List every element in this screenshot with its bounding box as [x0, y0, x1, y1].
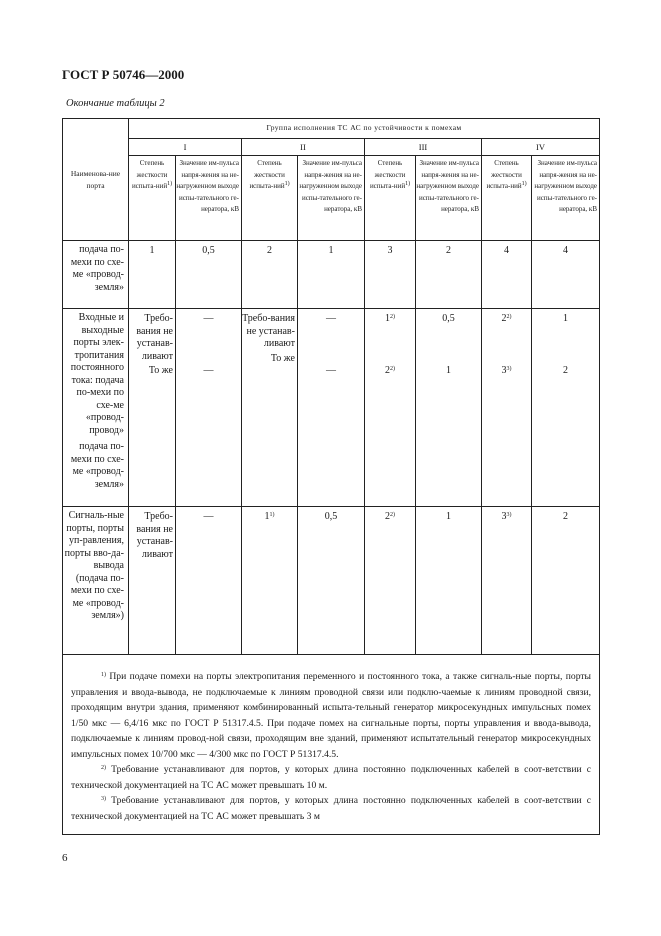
value-cell: 3 [365, 241, 416, 309]
footnote: $^{2)}$ Требование устанавливают для портов, у которых длина постоянно подключенных кабелей в соот-ветствии с технической документацией на ТС АС может превышать 10 м. [71, 764, 591, 791]
degree-header: Степень жесткости испыта-ний$^{1)}$ [129, 156, 176, 241]
table-row [63, 507, 600, 655]
value-cell: 1 2 [532, 309, 600, 507]
value-cell: 1 [298, 241, 365, 309]
value-cell: 2 [532, 507, 600, 655]
value-cell: 2$^{2)}$ 3$^{3)}$ [482, 309, 532, 507]
port-name: подача по-мехи по схе-ме «провод-земля» [63, 241, 129, 309]
degree-header: Степень жесткости испыта-ний$^{1)}$ [482, 156, 532, 241]
value-cell: 2 [242, 241, 298, 309]
group-label: II [242, 139, 365, 156]
voltage-header: Значение им-пульса напря-жения на не-нагруженном выходе испы-тательного ге-нератора, кВ [416, 156, 482, 241]
value-cell: 0,5 [176, 241, 242, 309]
group-label: III [365, 139, 482, 156]
value-cell: 2$^{2)}$ [365, 507, 416, 655]
voltage-header: Значение им-пульса напря-жения на не-нагруженном выходе испы-тательного ге-нератора, кВ [298, 156, 365, 241]
value-cell: — — [176, 309, 242, 507]
value-cell: Требо-вания не устанав-ливают То же [242, 309, 298, 507]
value-cell: Требо-вания не устанав-ливают [129, 507, 176, 655]
footnote: $^{1)}$ При подаче помехи на порты электропитания переменного и постоянного тока, а также сигналь-ные порты, порты управления и ввода-вывода, не подключаемые к линиям проводной связи или подклю-чаемые к линиям проводной связи, проходящим внутри здания, применяют комбинированный испыта-тельный генератор микросекундных импульсных помех 1/50 мкс — 6,4/16 мкс по ГОСТ Р 51317.4.5. При подаче помех на сигнальные порты, порты управления и ввода-вывода, подключаемые к линиям провод-ной связи, проходящим вне зданий, применяют испытательный генератор микросекундных импульсных помех 10/700 мкс — 4/300 мкс по ГОСТ Р 51317.4.5. [71, 671, 592, 760]
footnote: $^{3)}$ Требование устанавливают для портов, у которых длина постоянно подключенных кабелей в соот-ветствии с технической документацией на ТС АС может превышать 3 м [71, 795, 591, 822]
value-cell: 1 [416, 507, 482, 655]
footnotes-row [63, 655, 600, 835]
port-name: Сигналь-ные порты, порты уп-равления, порты вво-да-вывода (подача по-мехи по схе-ме «провод-земля») [63, 507, 129, 655]
port-name: Входные и выходные порты элек-тропитания постоянного тока: подача по-мехи по схе-ме «провод-провод» подача по-мехи по схе-ме «провод-земля» [63, 309, 129, 507]
value-cell: 1$^{1)}$ [242, 507, 298, 655]
value-cell: 2 [416, 241, 482, 309]
value-cell: 1$^{2)}$ 2$^{2)}$ [365, 309, 416, 507]
page-number: 6 [62, 852, 68, 864]
group-header: Группа исполнения ТС АС по устойчивости к помехам [129, 119, 600, 139]
value-cell: 4 [482, 241, 532, 309]
value-cell: 3$^{3)}$ [482, 507, 532, 655]
group-label: I [129, 139, 242, 156]
value-cell: 1 [129, 241, 176, 309]
voltage-header: Значение им-пульса напря-жения на не-нагруженном выходе испы-тательного ге-нератора, кВ [532, 156, 600, 241]
immunity-table [62, 118, 600, 835]
degree-header: Степень жесткости испыта-ний$^{1)}$ [365, 156, 416, 241]
value-cell: 0,5 1 [416, 309, 482, 507]
value-cell: — [176, 507, 242, 655]
value-cell: 4 [532, 241, 600, 309]
degree-header: Степень жесткости испыта-ний$^{1)}$ [242, 156, 298, 241]
table-caption: Окончание таблицы 2 [66, 98, 165, 109]
table-row [63, 241, 600, 309]
value-cell: — — [298, 309, 365, 507]
group-label: IV [482, 139, 600, 156]
footnotes [63, 655, 600, 835]
value-cell: 0,5 [298, 507, 365, 655]
document-title: ГОСТ Р 50746—2000 [62, 67, 185, 82]
value-cell: Требо-вания не устанав-ливают То же [129, 309, 176, 507]
port-name-header: Наименова-ние порта [63, 119, 129, 241]
table-row [63, 309, 600, 507]
voltage-header: Значение им-пульса напря-жения на не-нагруженном выходе испы-тательного ге-нератора, кВ [176, 156, 242, 241]
